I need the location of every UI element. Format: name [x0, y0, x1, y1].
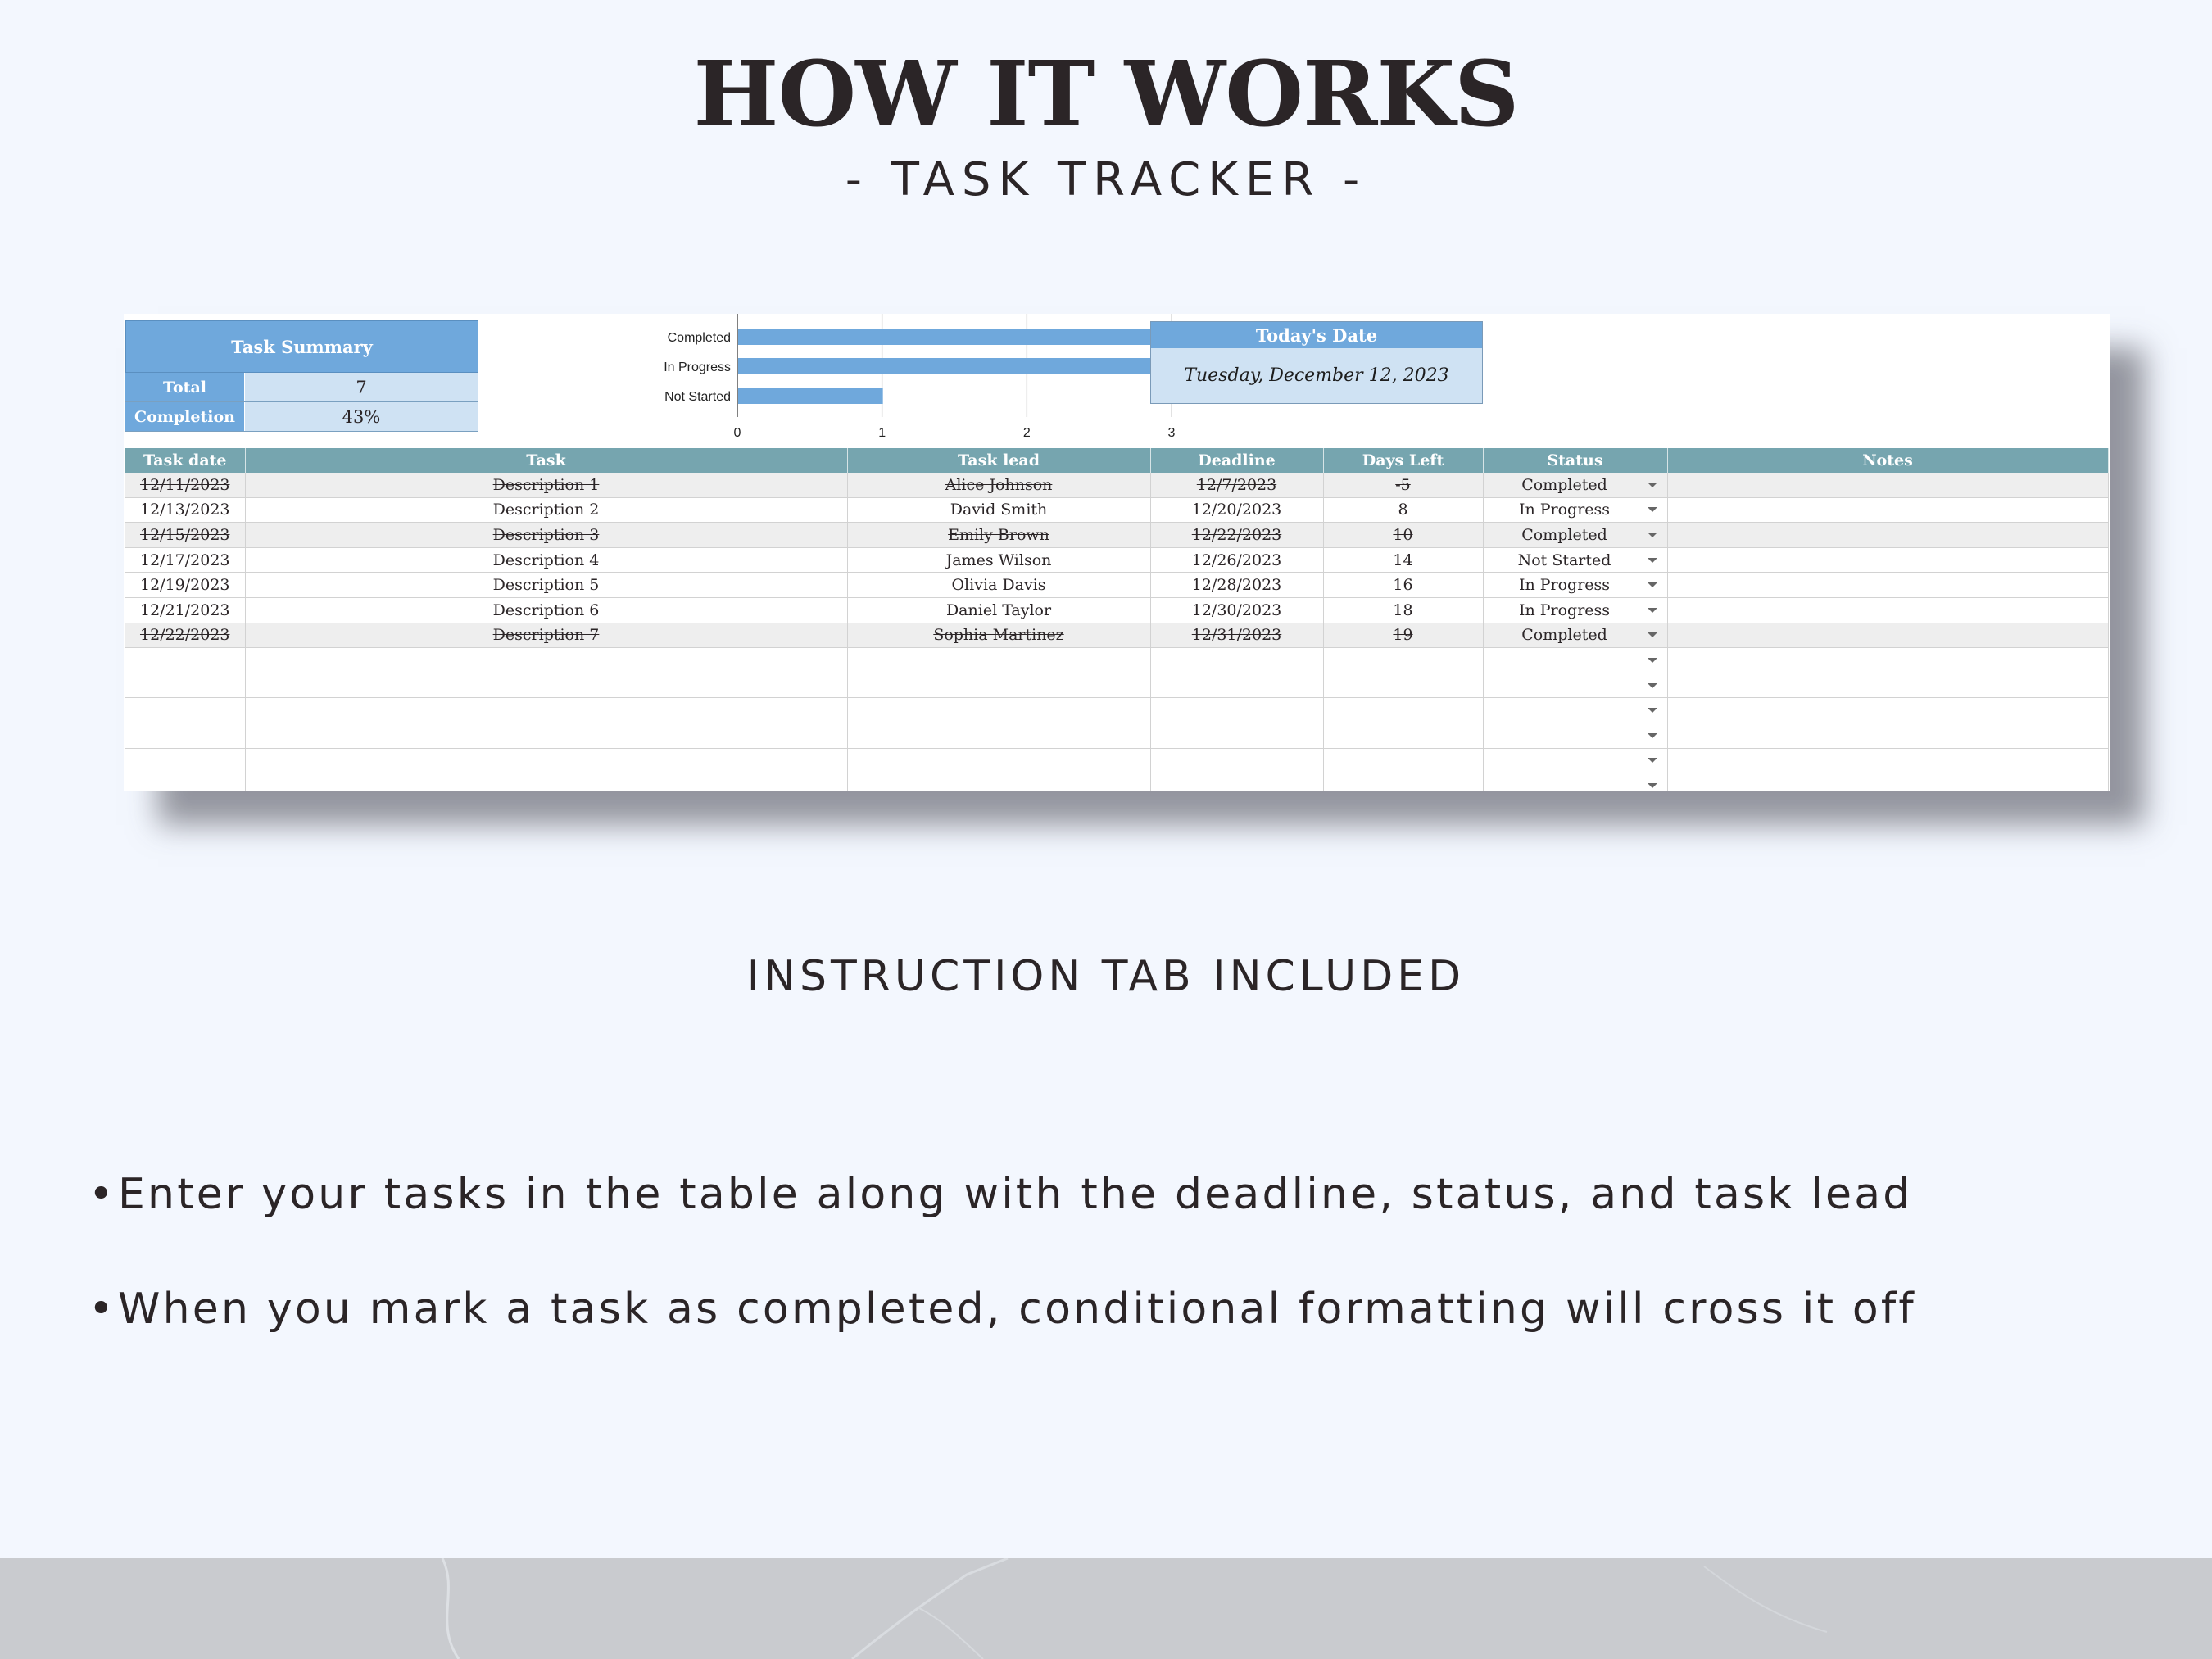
- notes-cell[interactable]: [1667, 648, 2108, 673]
- task-date-cell[interactable]: 12/15/2023: [125, 523, 245, 548]
- days-left-cell[interactable]: [1323, 748, 1483, 773]
- status-cell[interactable]: [1483, 773, 1667, 791]
- task-date-cell[interactable]: 12/13/2023: [125, 497, 245, 523]
- chevron-down-icon[interactable]: [1648, 658, 1657, 663]
- days-left-cell[interactable]: 19: [1323, 623, 1483, 648]
- task-lead-cell[interactable]: David Smith: [847, 497, 1150, 523]
- status-value: In Progress: [1518, 576, 1611, 595]
- chart-bar: [738, 329, 1172, 345]
- deadline-cell[interactable]: [1150, 748, 1323, 773]
- task-lead-cell[interactable]: [847, 673, 1150, 698]
- chart-x-tick-label: 2: [1022, 426, 1031, 437]
- days-left-cell[interactable]: [1323, 773, 1483, 791]
- chevron-down-icon[interactable]: [1648, 582, 1657, 587]
- task-lead-cell[interactable]: [847, 723, 1150, 748]
- task-cell[interactable]: [245, 673, 847, 698]
- task-lead-cell[interactable]: Daniel Taylor: [847, 597, 1150, 623]
- column-header: Days Left: [1323, 448, 1483, 473]
- footer-marble-band: [0, 1558, 2212, 1659]
- summary-completion-label: Completion: [125, 402, 245, 431]
- table-row: [125, 623, 2108, 648]
- days-left-cell[interactable]: 8: [1323, 497, 1483, 523]
- todays-date-value[interactable]: Tuesday, December 12, 2023: [1184, 365, 1449, 386]
- task-cell[interactable]: [245, 748, 847, 773]
- chart-x-tick-label: 3: [1167, 426, 1176, 437]
- deadline-cell[interactable]: [1150, 773, 1323, 791]
- notes-cell[interactable]: [1667, 673, 2108, 698]
- chevron-down-icon[interactable]: [1648, 608, 1657, 613]
- chevron-down-icon[interactable]: [1648, 558, 1657, 563]
- deadline-cell[interactable]: 12/22/2023: [1150, 523, 1323, 548]
- task-lead-cell[interactable]: [847, 698, 1150, 723]
- deadline-cell[interactable]: [1150, 698, 1323, 723]
- notes-cell[interactable]: [1667, 623, 2108, 648]
- days-left-cell[interactable]: 10: [1323, 523, 1483, 548]
- table-row: [125, 698, 2108, 723]
- tasks-table-header: [125, 448, 2108, 473]
- status-cell[interactable]: [1483, 523, 1667, 548]
- status-bar-chart: [517, 314, 1205, 437]
- task-lead-cell[interactable]: Emily Brown: [847, 523, 1150, 548]
- status-cell[interactable]: [1483, 723, 1667, 748]
- chart-category-label: Not Started: [664, 390, 731, 404]
- days-left-cell[interactable]: [1323, 673, 1483, 698]
- chevron-down-icon[interactable]: [1648, 507, 1657, 512]
- notes-cell[interactable]: [1667, 497, 2108, 523]
- task-summary-title: Task Summary: [125, 320, 478, 373]
- status-value: Completed: [1521, 626, 1607, 645]
- days-left-cell[interactable]: [1323, 723, 1483, 748]
- todays-date-title: Today's Date: [1151, 322, 1482, 348]
- status-value: In Progress: [1518, 601, 1611, 619]
- status-cell[interactable]: [1483, 597, 1667, 623]
- chevron-down-icon[interactable]: [1648, 632, 1657, 637]
- chevron-down-icon[interactable]: [1648, 708, 1657, 713]
- status-cell[interactable]: [1483, 473, 1667, 497]
- days-left-cell[interactable]: 18: [1323, 597, 1483, 623]
- column-header: Task: [245, 448, 847, 473]
- status-cell[interactable]: [1483, 497, 1667, 523]
- notes-cell[interactable]: [1667, 698, 2108, 723]
- status-value: Completed: [1521, 475, 1607, 494]
- task-cell[interactable]: [245, 698, 847, 723]
- task-date-cell[interactable]: [125, 648, 245, 673]
- chart-category-label: Completed: [667, 331, 731, 345]
- task-cell[interactable]: Description 7: [245, 623, 847, 648]
- notes-cell[interactable]: [1667, 748, 2108, 773]
- task-date-cell[interactable]: [125, 698, 245, 723]
- task-cell[interactable]: Description 6: [245, 597, 847, 623]
- deadline-cell[interactable]: [1150, 673, 1323, 698]
- table-row: [125, 497, 2108, 523]
- status-value: In Progress: [1518, 501, 1611, 519]
- deadline-cell[interactable]: 12/30/2023: [1150, 597, 1323, 623]
- chevron-down-icon[interactable]: [1648, 733, 1657, 738]
- notes-cell[interactable]: [1667, 473, 2108, 497]
- summary-total-value[interactable]: 7: [245, 373, 478, 401]
- instruction-bullet: [88, 1285, 1916, 1334]
- marble-texture: [0, 1558, 2212, 1659]
- days-left-cell[interactable]: [1323, 648, 1483, 673]
- summary-completion-value[interactable]: 43%: [245, 402, 478, 431]
- task-cell[interactable]: Description 2: [245, 497, 847, 523]
- chart-x-tick-label: 0: [733, 426, 741, 437]
- task-lead-cell[interactable]: Alice Johnson: [847, 473, 1150, 497]
- status-value: Not Started: [1517, 551, 1611, 569]
- bullet-dot-icon: •: [88, 1285, 116, 1334]
- instruction-bullet-text: Enter your tasks in the table along with the deadline, status, and task lead: [118, 1170, 1913, 1219]
- days-left-cell[interactable]: 16: [1323, 573, 1483, 598]
- notes-cell[interactable]: [1667, 573, 2108, 598]
- deadline-cell[interactable]: 12/7/2023: [1150, 473, 1323, 497]
- page-title: HOW IT WORKS: [693, 41, 1519, 147]
- tasks-table-body: [125, 473, 2108, 791]
- task-cell[interactable]: Description 5: [245, 573, 847, 598]
- task-date-cell[interactable]: 12/17/2023: [125, 547, 245, 573]
- days-left-cell[interactable]: 14: [1323, 547, 1483, 573]
- status-cell[interactable]: [1483, 698, 1667, 723]
- column-header: Task date: [125, 448, 245, 473]
- page-subtitle: - TASK TRACKER -: [845, 153, 1367, 206]
- task-cell[interactable]: Description 4: [245, 547, 847, 573]
- instruction-bullet: [88, 1170, 1913, 1219]
- days-left-cell[interactable]: -5: [1323, 473, 1483, 497]
- table-row: [125, 748, 2108, 773]
- task-date-cell[interactable]: 12/11/2023: [125, 473, 245, 497]
- notes-cell[interactable]: [1667, 773, 2108, 791]
- summary-completion-row: [125, 402, 478, 432]
- column-header: Status: [1483, 448, 1667, 473]
- table-row: [125, 648, 2108, 673]
- deadline-cell[interactable]: [1150, 723, 1323, 748]
- table-row: [125, 597, 2108, 623]
- task-cell[interactable]: Description 1: [245, 473, 847, 497]
- table-row: [125, 573, 2108, 598]
- table-row: [125, 723, 2108, 748]
- chevron-down-icon[interactable]: [1648, 758, 1657, 763]
- column-header: Notes: [1667, 448, 2108, 473]
- task-summary-box: [125, 320, 478, 432]
- summary-total-label: Total: [125, 373, 245, 401]
- summary-total-row: [125, 373, 478, 402]
- chart-bar: [738, 388, 883, 404]
- chevron-down-icon[interactable]: [1648, 533, 1657, 537]
- table-row: [125, 523, 2108, 548]
- deadline-cell[interactable]: [1150, 648, 1323, 673]
- column-header: Deadline: [1150, 448, 1323, 473]
- task-date-cell[interactable]: 12/22/2023: [125, 623, 245, 648]
- spreadsheet-screenshot: [124, 314, 2110, 791]
- status-cell[interactable]: [1483, 673, 1667, 698]
- task-cell[interactable]: [245, 648, 847, 673]
- deadline-cell[interactable]: 12/20/2023: [1150, 497, 1323, 523]
- instruction-bullet-text: When you mark a task as completed, conditional formatting will cross it off: [118, 1285, 1916, 1334]
- task-date-cell[interactable]: [125, 773, 245, 791]
- todays-date-box: [1150, 321, 1483, 404]
- notes-cell[interactable]: [1667, 547, 2108, 573]
- status-cell[interactable]: [1483, 573, 1667, 598]
- table-row: [125, 473, 2108, 497]
- task-cell[interactable]: Description 3: [245, 523, 847, 548]
- notes-cell[interactable]: [1667, 597, 2108, 623]
- chevron-down-icon[interactable]: [1648, 683, 1657, 688]
- task-lead-cell[interactable]: Olivia Davis: [847, 573, 1150, 598]
- bullet-dot-icon: •: [88, 1170, 116, 1219]
- status-cell[interactable]: [1483, 748, 1667, 773]
- deadline-cell[interactable]: 12/31/2023: [1150, 623, 1323, 648]
- days-left-cell[interactable]: [1323, 698, 1483, 723]
- status-cell[interactable]: [1483, 623, 1667, 648]
- deadline-cell[interactable]: 12/28/2023: [1150, 573, 1323, 598]
- status-cell[interactable]: [1483, 547, 1667, 573]
- task-cell[interactable]: [245, 773, 847, 791]
- table-row: [125, 547, 2108, 573]
- chevron-down-icon[interactable]: [1648, 783, 1657, 788]
- status-cell[interactable]: [1483, 648, 1667, 673]
- table-row: [125, 673, 2108, 698]
- task-date-cell[interactable]: [125, 748, 245, 773]
- deadline-cell[interactable]: 12/26/2023: [1150, 547, 1323, 573]
- task-lead-cell[interactable]: [847, 748, 1150, 773]
- instruction-heading: INSTRUCTION TAB INCLUDED: [746, 952, 1466, 1001]
- task-cell[interactable]: [245, 723, 847, 748]
- task-lead-cell[interactable]: Sophia Martinez: [847, 623, 1150, 648]
- task-date-cell[interactable]: 12/19/2023: [125, 573, 245, 598]
- chart-bar: [738, 358, 1172, 374]
- notes-cell[interactable]: [1667, 523, 2108, 548]
- chart-category-label: In Progress: [664, 360, 731, 374]
- chevron-down-icon[interactable]: [1648, 483, 1657, 487]
- task-date-cell[interactable]: [125, 723, 245, 748]
- tasks-table: [125, 448, 2109, 791]
- table-row: [125, 773, 2108, 791]
- chart-x-tick-label: 1: [878, 426, 886, 437]
- task-date-cell[interactable]: [125, 673, 245, 698]
- task-date-cell[interactable]: 12/21/2023: [125, 597, 245, 623]
- task-lead-cell[interactable]: [847, 648, 1150, 673]
- notes-cell[interactable]: [1667, 723, 2108, 748]
- task-lead-cell[interactable]: James Wilson: [847, 547, 1150, 573]
- column-header: Task lead: [847, 448, 1150, 473]
- status-value: Completed: [1521, 525, 1607, 544]
- task-lead-cell[interactable]: [847, 773, 1150, 791]
